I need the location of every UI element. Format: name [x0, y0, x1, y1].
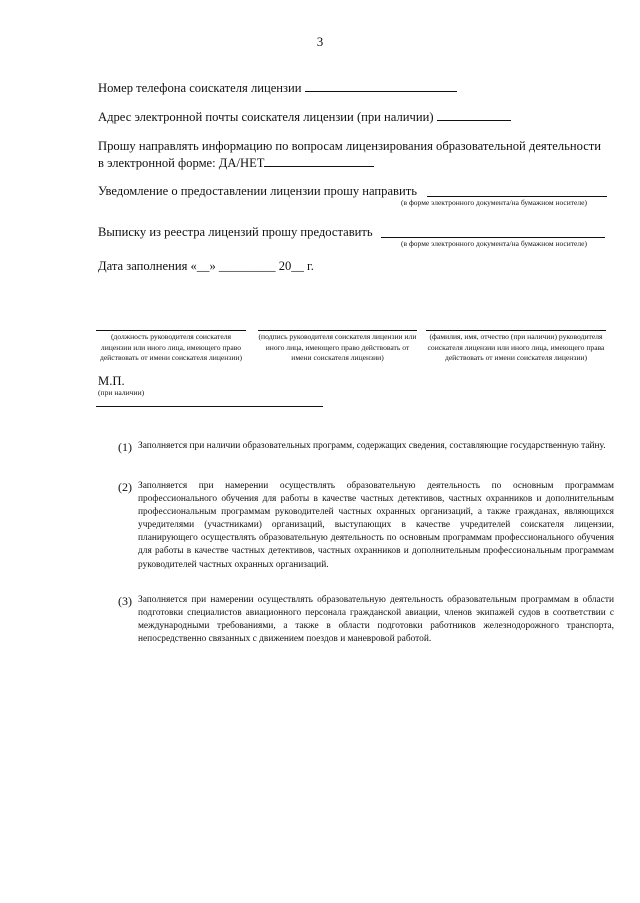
seal-label: М.П.: [98, 374, 125, 388]
footnote-2-marker: (2): [118, 480, 132, 494]
date-field[interactable]: Дата заполнения «__» _________ 20__ г.: [98, 259, 314, 273]
footnote-1-text: Заполняется при наличии образовательных программ, содержащих сведения, составляющие государственную тайну.: [138, 441, 606, 451]
request-line-1: Прошу направлять информацию по вопросам лицензирования образовательной деятельности: [98, 139, 602, 153]
email-blank[interactable]: [437, 108, 511, 121]
footnote-1-marker: (1): [118, 440, 132, 454]
extract-field: [98, 224, 373, 240]
footnote-3-marker: (3): [118, 594, 132, 608]
notice-field: [98, 183, 417, 199]
footnote-3-text: Заполняется при намерении осуществлять образовательную деятельность образовательным программам в области подготовки специалистов авиационного персонала гражданской авиации, членов экипажей судов в соответствии с международными требованиями, а также в области подготовки работников железнодорожного транспорта, непосредственно связанных с движением поездов и маневровой работой.: [138, 595, 614, 645]
email-label: Адрес электронной почты соискателя лицензии (при наличии): [98, 110, 434, 124]
signature-caption: (подпись руководителя соискателя лицензии или иного лица, имеющего право действовать от имени соискателя лицензии): [258, 332, 417, 362]
footnote-2-text: Заполняется при намерении осуществлять образовательную деятельность по основным программам профессионального обучения для работы в качестве частных детективов, частных охранников и дополнительным профессиональным программам руководителей частных охранных организаций, а также гражданах, являющихся учредителями (участниками) организаций, выступающих в качестве учредителей соискателя лицензии, планирующего осуществлять образовательную деятельность по основным программам профессионального обучения для работы в качестве частных детективов, частных охранников и дополнительным профессиональным программам руководителей частных охранных организаций.: [138, 481, 614, 570]
extract-label: Выписку из реестра лицензий прошу предоставить: [98, 225, 373, 239]
phone-blank[interactable]: [305, 79, 457, 92]
email-field: [98, 108, 511, 125]
request-field: [98, 154, 374, 171]
extract-sub: (в форме электронного документа/на бумажном носителе): [401, 239, 587, 248]
notice-label: Уведомление о предоставлении лицензии прошу направить: [98, 184, 417, 198]
fullname-line[interactable]: [426, 330, 606, 331]
seal-note: (при наличии): [98, 388, 145, 397]
phone-label: Номер телефона соискателя лицензии: [98, 81, 302, 95]
fullname-caption: (фамилия, имя, отчество (при наличии) руководителя соискателя лицензии или иного лица, имеющего права действовать от имени соискателя лицензии): [427, 332, 605, 362]
request-blank[interactable]: [264, 154, 374, 167]
extract-blank[interactable]: [381, 237, 605, 238]
notice-sub: (в форме электронного документа/на бумажном носителе): [401, 198, 587, 207]
request-label: в электронной форме: ДА/НЕТ: [98, 156, 265, 170]
page-number: 3: [316, 34, 324, 49]
position-line[interactable]: [96, 330, 246, 331]
signature-line[interactable]: [258, 330, 417, 331]
notice-blank[interactable]: [427, 196, 607, 197]
seal-line: [96, 406, 323, 407]
position-caption: (должность руководителя соискателя лицензии или иного лица, имеющего право действовать от имени соискателя лицензии): [99, 332, 243, 362]
phone-field: [98, 79, 457, 96]
